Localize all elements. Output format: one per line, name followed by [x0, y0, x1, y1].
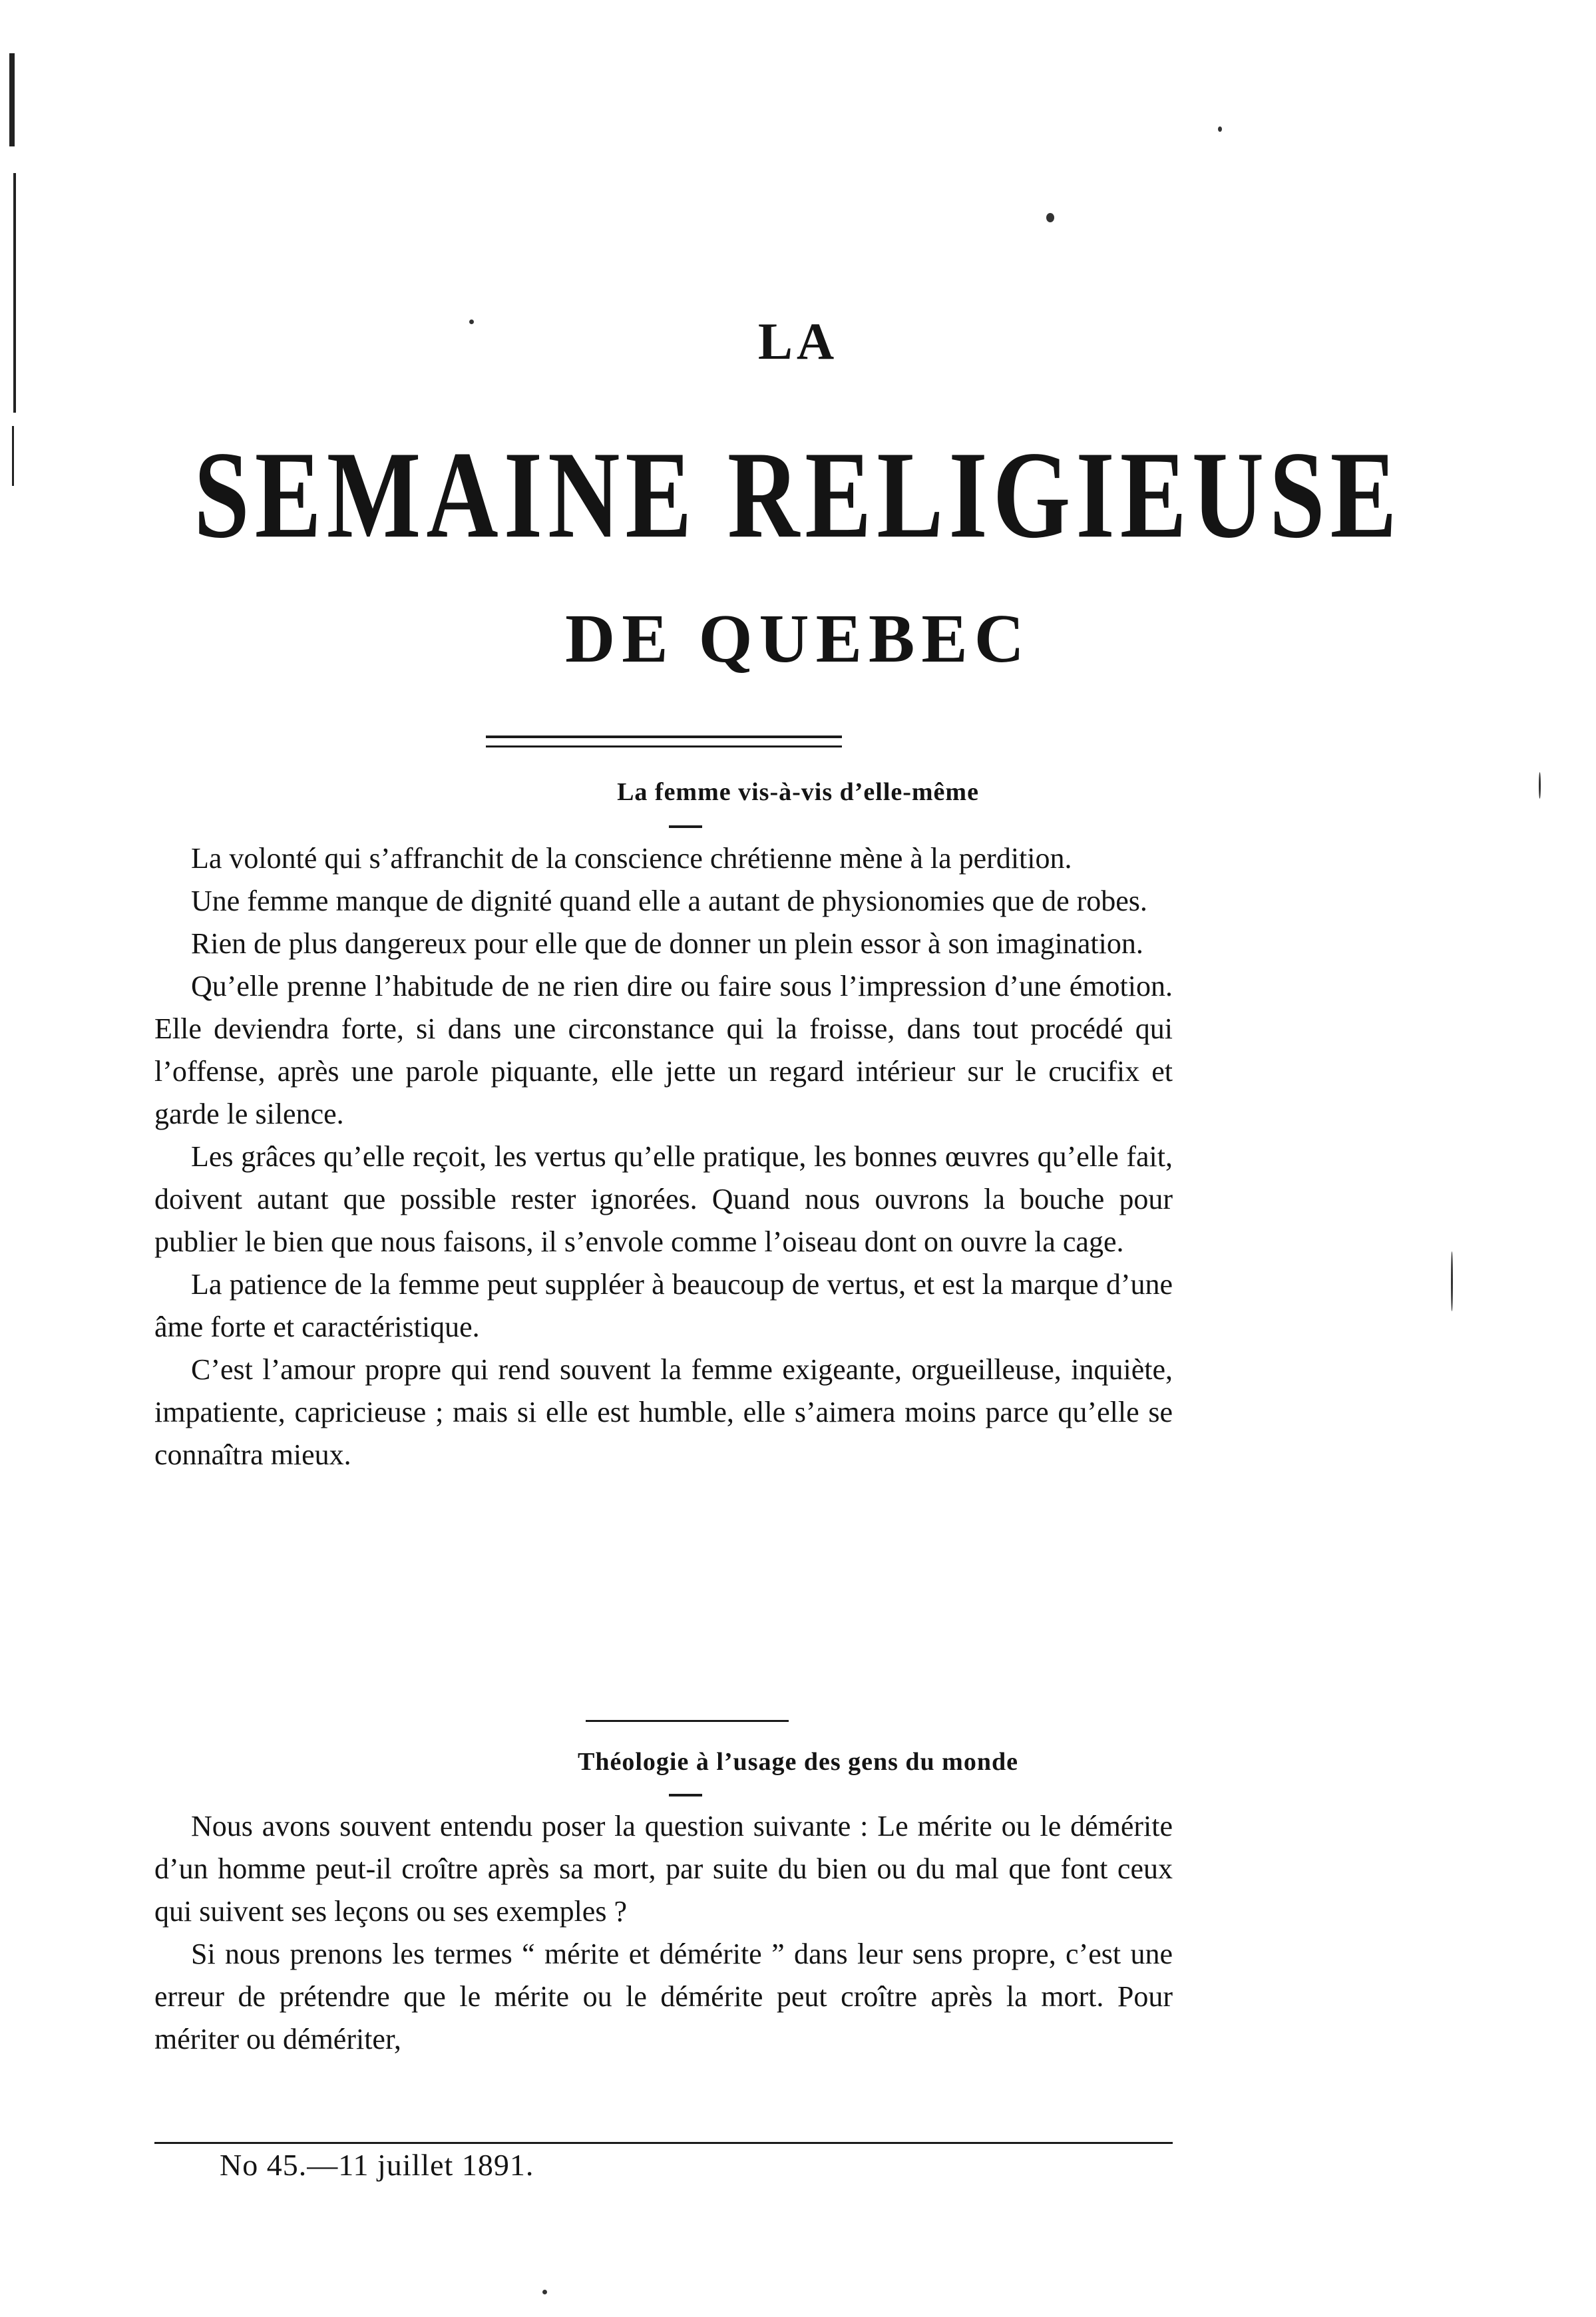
masthead-article: LA [757, 312, 839, 370]
masthead-title: SEMAINE RELIGIEUSE [194, 426, 1402, 564]
section1-paragraph: Une femme manque de dignité quand elle a autant de physionomies que de robes. [191, 885, 1147, 917]
section1-paragraph: Les grâces qu’elle reçoit, les vertus qu’elle pratique, les bonnes œuvres qu’elle fait, doivent autant que possible rester ignorées. Quand nous ouvrons la bouche pour publier le bien que nous faisons, il s’envole comme l’oiseau dont on ouvre la cage. [154, 1140, 1173, 1258]
masthead-rule-top [486, 736, 842, 738]
binding-edge-mark [9, 53, 15, 146]
section2-paragraph: Si nous prenons les termes “ mérite et démérite ” dans leur sens propre, c’est une erreur de prétendre que le mérite ou le démérite peut croître après la mort. Pour mériter ou démériter, [154, 1938, 1173, 2055]
scan-speck [1046, 213, 1054, 222]
section1-paragraph: Qu’elle prenne l’habitude de ne rien dire ou faire sous l’impression d’une émotion. Elle deviendra forte, si dans une circonstance qui la froisse, dans tout procédé qui l’offense, après une parole piquante, elle jette un regard intérieur sur le crucifix et garde le silence. [154, 970, 1173, 1130]
section1-paragraph: La patience de la femme peut suppléer à beaucoup de vertus, et est la marque d’une âme forte et caractéristique. [154, 1268, 1173, 1343]
section2-title: Théologie à l’usage des gens du monde [578, 1748, 1018, 1776]
section1-paragraph: C’est l’amour propre qui rend souvent la femme exigeante, orgueilleuse, inquiète, impatiente, capricieuse ; mais si elle est humble, elle s’aimera moins parce qu’elle se connaîtra mieux. [154, 1353, 1173, 1471]
binding-edge-mark [13, 173, 16, 413]
scan-speck [1451, 1251, 1453, 1311]
scan-speck [469, 319, 474, 324]
issue-footer: No 45.—11 juillet 1891. [220, 2148, 534, 2182]
scan-speck [1539, 772, 1541, 799]
section1-title: La femme vis-à-vis d’elle-même [617, 778, 979, 806]
section1-paragraph: Rien de plus dangereux pour elle que de donner un plein essor à son imagination. [191, 927, 1143, 960]
section1-paragraph: La volonté qui s’affranchit de la conscience chrétienne mène à la perdition. [191, 842, 1072, 875]
masthead-rule-bottom [486, 745, 842, 747]
masthead-subtitle: DE QUEBEC [565, 600, 1031, 677]
section2-title-dash [669, 1794, 702, 1796]
section1-body [154, 837, 1173, 1476]
scan-speck [1218, 126, 1222, 132]
section2-paragraph: Nous avons souvent entendu poser la question suivante : Le mérite ou le démérite d’un homme peut-il croître après sa mort, par suite du bien ou du mal que font ceux qui suivent ses leçons ou ses exemples ? [154, 1810, 1173, 1928]
section2-body [154, 1805, 1173, 2061]
section-divider [586, 1720, 789, 1722]
binding-edge-mark [12, 426, 14, 486]
scan-speck [542, 2290, 547, 2294]
section1-title-dash [669, 825, 702, 828]
footer-rule [154, 2142, 1173, 2144]
